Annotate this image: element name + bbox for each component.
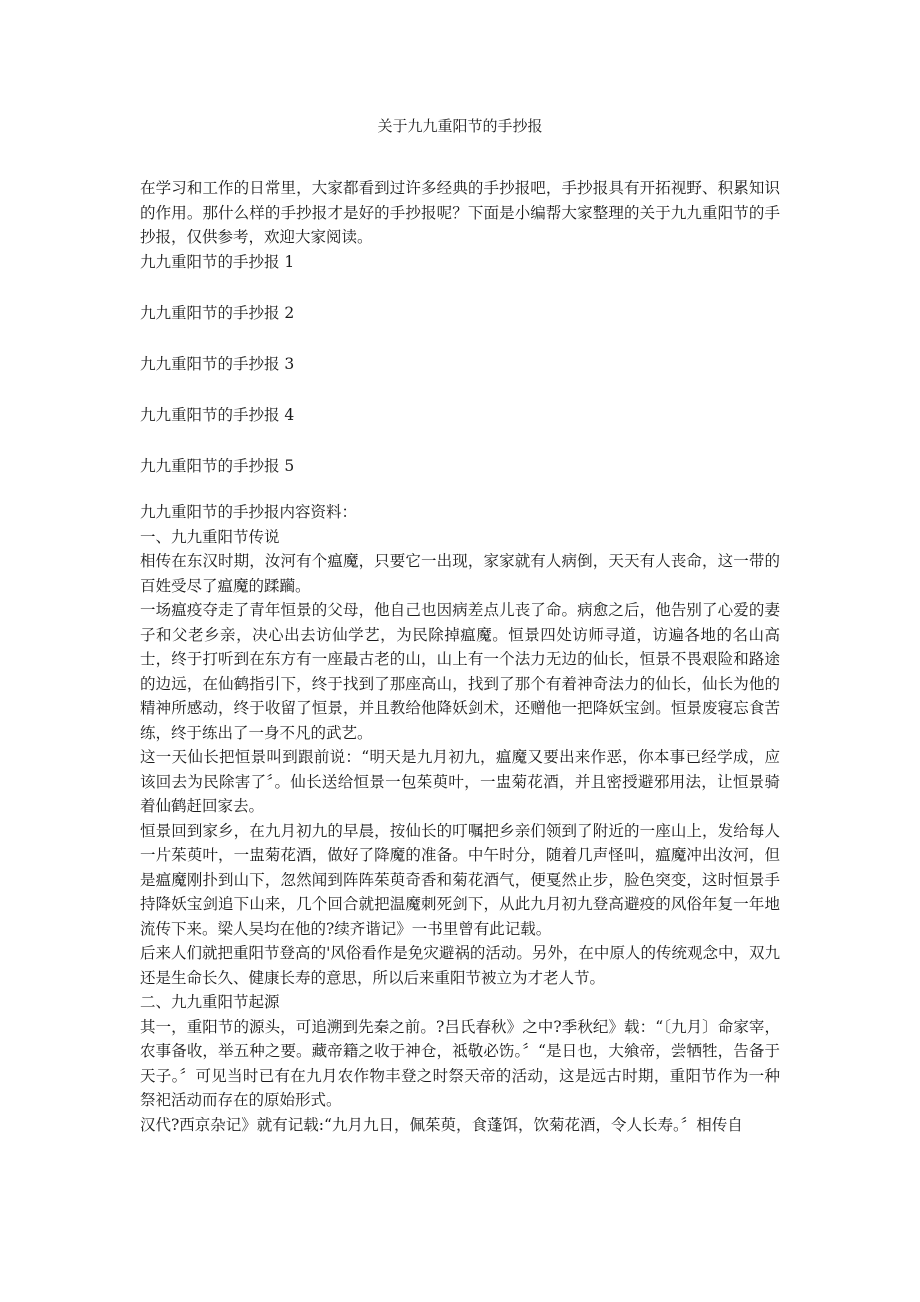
legend-paragraph: 后来人们就把重阳节登高的'风俗看作是免灾避祸的活动。另外，在中原人的传统观念中，双九还是生命长久、健康长寿的意思，所以后来重阳节被立为才老人节。	[140, 944, 780, 987]
legend-paragraph: 恒景回到家乡，在九月初九的早晨，按仙长的叮嘱把乡亲们领到了附近的一座山上，发给每人一片茱萸叶，一盅菊花酒，做好了降魔的准备。中午时分，随着几声怪叫，瘟魔冲出汝河，但是瘟魔刚扑到山下，忽然闻到阵阵茱萸奇香和菊花酒气，便戛然止步，脸色突变，这时恒景手持降妖宝剑追下山来，几个回合就把温魔刺死剑下，从此九月初九登高避疫的风俗年复一年地流传下来。梁人吴均在他的?续齐谐记》一书里曾有此记载。	[140, 821, 780, 938]
section-heading-origin: 二、九九重阳节起源	[140, 993, 280, 1011]
origin-paragraph: 汉代?西京杂记》就有记载:“九月九日，佩茱萸，食蓬饵，饮菊花酒，令人长寿。〞相传自	[140, 1115, 743, 1134]
legend-paragraph: 相传在东汉时期，汝河有个瘟魔，只要它一出现，家家就有人病倒，天天有人丧命，这一带的百姓受尽了瘟魔的蹂躏。	[140, 552, 780, 595]
legend-paragraph: 这一天仙长把恒景叫到跟前说：“明天是九月初九，瘟魔又要出来作恶，你本事已经学成，应该回去为民除害了〞。仙长送给恒景一包茱萸叶，一盅菊花酒，并且密授避邪用法，让恒景骑着仙鹤赶回家去。	[140, 748, 780, 815]
article-link-4[interactable]: 九九重阳节的手抄报 4	[140, 405, 295, 424]
legend-paragraph: 一场瘟疫夺走了青年恒景的父母，他自己也因病差点儿丧了命。病愈之后，他告别了心爱的妻子和父老乡亲，决心出去访仙学艺，为民除掉瘟魔。恒景四处访师寻道，访遍各地的名山高士，终于打听到在东方有一座最古老的山，山上有一个法力无边的仙长，恒景不畏艰险和路途的边远，在仙鹤指引下，终于找到了那座高山，找到了那个有着神奇法力的仙长，仙长为他的精神所感动，终于收留了恒景，并且教给他降妖剑术，还赠他一把降妖宝剑。恒景废寝忘食苦练，终于练出了一身不凡的武艺。	[140, 601, 780, 742]
section-heading-legend: 一、九九重阳节传说	[140, 527, 280, 546]
article-link-3[interactable]: 九九重阳节的手抄报 3	[140, 354, 295, 373]
article-link-2[interactable]: 九九重阳节的手抄报 2	[140, 303, 295, 322]
document-body	[140, 176, 780, 1137]
origin-paragraph: 其一，重阳节的源头，可追溯到先秦之前。?吕氏春秋》之中?季秋纪》载：“〔九月〕命家宰，农事备收，举五种之要。藏帝籍之收于神仓，祗敬必饬。〞“是日也，大飨帝，尝牺牲，告备于天子。〞可见当时已有在九月农作物丰登之时祭天帝的活动，这是远古时期，重阳节作为一种祭祀活动而存在的原始形式。	[140, 1017, 780, 1109]
document-title: 关于九九重阳节的手抄报	[377, 117, 543, 135]
content-heading: 九九重阳节的手抄报内容资料：	[140, 503, 358, 521]
article-link-5[interactable]: 九九重阳节的手抄报 5	[140, 456, 295, 475]
article-link-1[interactable]: 九九重阳节的手抄报 1	[140, 252, 295, 271]
intro-paragraph: 在学习和工作的日常里，大家都看到过许多经典的手抄报吧，手抄报具有开拓视野、积累知识的作用。那什么样的手抄报才是好的手抄报呢？下面是小编帮大家整理的关于九九重阳节的手抄报，仅供参考，欢迎大家阅读。	[140, 179, 780, 246]
